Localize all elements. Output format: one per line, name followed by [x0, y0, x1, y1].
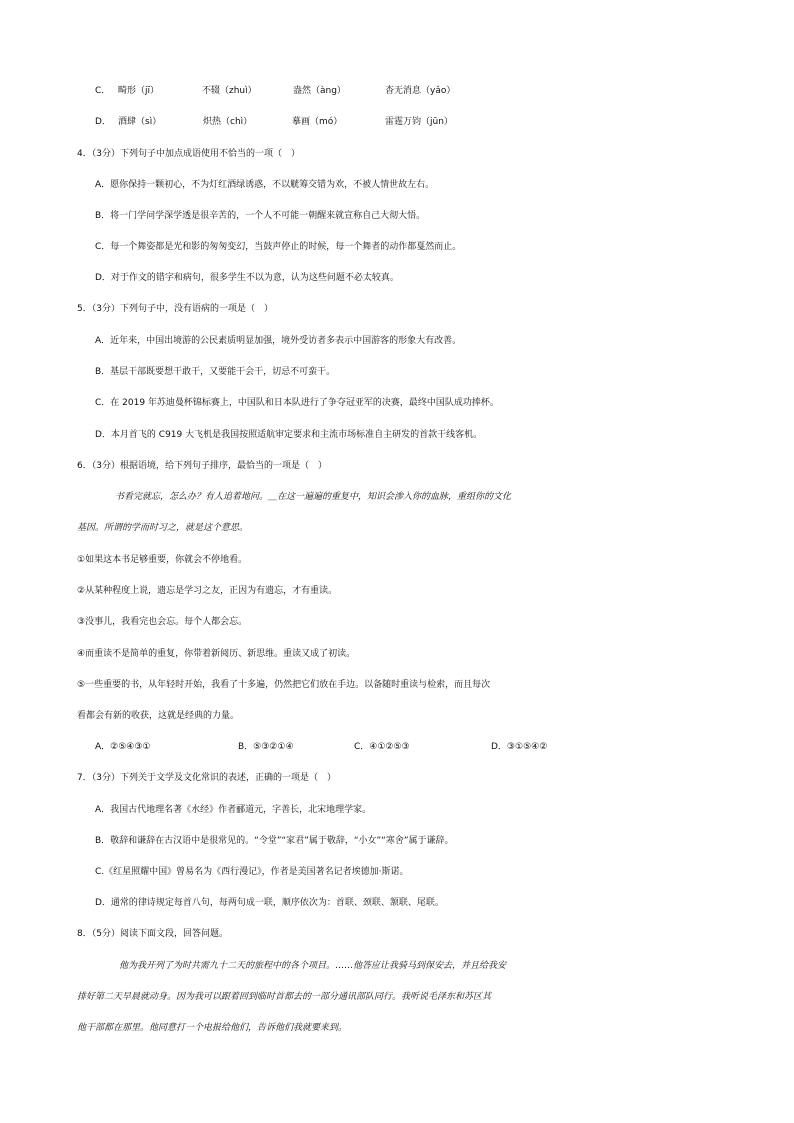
- q6-passage-line-2: 基因。所谓的学而时习之，就是这个意思。: [77, 523, 249, 533]
- q7-option-d: D．通常的律诗规定每首八句，每两句成一联，顺序依次为：首联、颈联、颔联、尾联。: [95, 898, 444, 908]
- q6-sentence-4: ④而重读不是简单的重复，你带着新阅历、新思维。重读又成了初读。: [77, 649, 356, 659]
- term-1: 酒肆（sì）: [118, 117, 162, 127]
- option-letter: C．: [95, 86, 111, 96]
- term-3: 摹画（mó）: [292, 117, 343, 127]
- q8-stem: 8．（5分）阅读下面文段，回答问题。: [77, 929, 228, 939]
- q7-option-c: C.《红星照耀中国》曾易名为《西行漫记》，作者是美国著名记者埃德加·斯诺。: [95, 867, 409, 877]
- q7-stem: 7．（3分）下列关于文学及文化常识的表述，正确的一项是（ ）: [77, 773, 336, 783]
- term-2: 不辍（zhuì）: [202, 86, 257, 96]
- q4-stem: 4．（3分）下列句子中加点成语使用不恰当的一项（ ）: [77, 149, 300, 159]
- q5-option-b: B．基层干部既要想干敢干，又要能干会干，切忌不可蛮干。: [95, 367, 336, 377]
- q5-stem: 5．（3分）下列句子中，没有语病的一项是（ ）: [77, 304, 273, 314]
- term-4: 雷霆万钧（jūn）: [385, 117, 453, 127]
- term-2: 炽热（chì）: [203, 117, 253, 127]
- q7-option-b: B．敬辞和谦辞在古汉语中是很常见的。“令堂”“家君”属于敬辞，“小女”“寒舍”属于谦辞。: [95, 836, 454, 846]
- option-letter: D．: [95, 117, 111, 127]
- q6-sentence-2: ②从某种程度上说，遗忘是学习之友，正因为有遗忘，才有重读。: [77, 586, 338, 596]
- q6-sentence-1: ①如果这本书足够重要，你就会不停地看。: [77, 555, 248, 565]
- term-1: 畸形（jī）: [118, 86, 160, 96]
- q5-option-c: C．在 2019 年苏迪曼杯锦标赛上，中国队和日本队进行了争夺冠亚军的决赛，最终中国队成功捧杯。: [95, 398, 499, 408]
- q6-passage-line-1: 书看完就忘，怎么办？有人追着地问。＿在这一遍遍的重复中，知识会渗入你的血脉，重组你的文化: [115, 492, 512, 502]
- term-4: 杳无消息（yǎo）: [385, 86, 456, 96]
- q8-passage-line-1: 他为我开列了为时共需九十二天的旅程中的各个项目。……他答应让我骑马到保安去，并且给我安: [119, 961, 507, 971]
- q6-choice-b: B．⑤③②①④: [238, 742, 294, 752]
- q6-sentence-5-cont: 看都会有新的收获，这就是经典的力量。: [77, 711, 240, 721]
- q6-sentence-3: ③没事儿，我看完也会忘。每个人都会忘。: [77, 617, 248, 627]
- q5-option-a: A．近年来，中国出境游的公民素质明显加强，境外受访者多表示中国游客的形象大有改善。: [95, 336, 462, 346]
- q4-option-a: A．愿你保持一颗初心，不为灯红酒绿诱惑，不以觥筹交错为欢，不被人情世故左右。: [95, 180, 435, 190]
- term-3: 盎然（àng）: [293, 86, 346, 96]
- q8-passage-line-2: 排好第二天早晨就动身。因为我可以跟着回到临时首都去的一部分通讯部队同行。我听说毛泽东和苏区其: [77, 992, 492, 1002]
- q6-choice-a: A．②⑤④③①: [95, 742, 151, 752]
- q4-option-b: B．将一门学问学深学透是很辛苦的，一个人不可能一朝醒来就宣称自己大彻大悟。: [95, 211, 426, 221]
- q6-choice-c: C．④①②⑤③: [354, 742, 410, 752]
- q8-passage-line-3: 他干部都在那里。他同意打一个电报给他们，告诉他们我就要来到。: [77, 1023, 348, 1033]
- q4-option-c: C．每一个舞姿都是光和影的匆匆变幻，当鼓声停止的时候，每一个舞者的动作都戛然而止。: [95, 242, 462, 252]
- q5-option-d: D．本月首飞的 C919 大飞机是我国按照适航审定要求和主流市场标准自主研发的首款干线客机。: [95, 430, 483, 440]
- q6-sentence-5: ⑤一些重要的书，从年轻时开始，我看了十多遍，仍然把它们放在手边。以备随时重读与检索，而且每次: [77, 680, 491, 690]
- q4-option-d: D．对于作文的错字和病句，很多学生不以为意，认为这些问题不必太较真。: [95, 273, 399, 283]
- q6-choice-d: D．③①⑤④②: [491, 742, 548, 752]
- q6-stem: 6．（3分）根据语境，给下列句子排序，最恰当的一项是（ ）: [77, 461, 327, 471]
- q7-option-a: A．我国古代地理名著《水经》作者郦道元，字善长，北宋地理学家。: [95, 805, 372, 815]
